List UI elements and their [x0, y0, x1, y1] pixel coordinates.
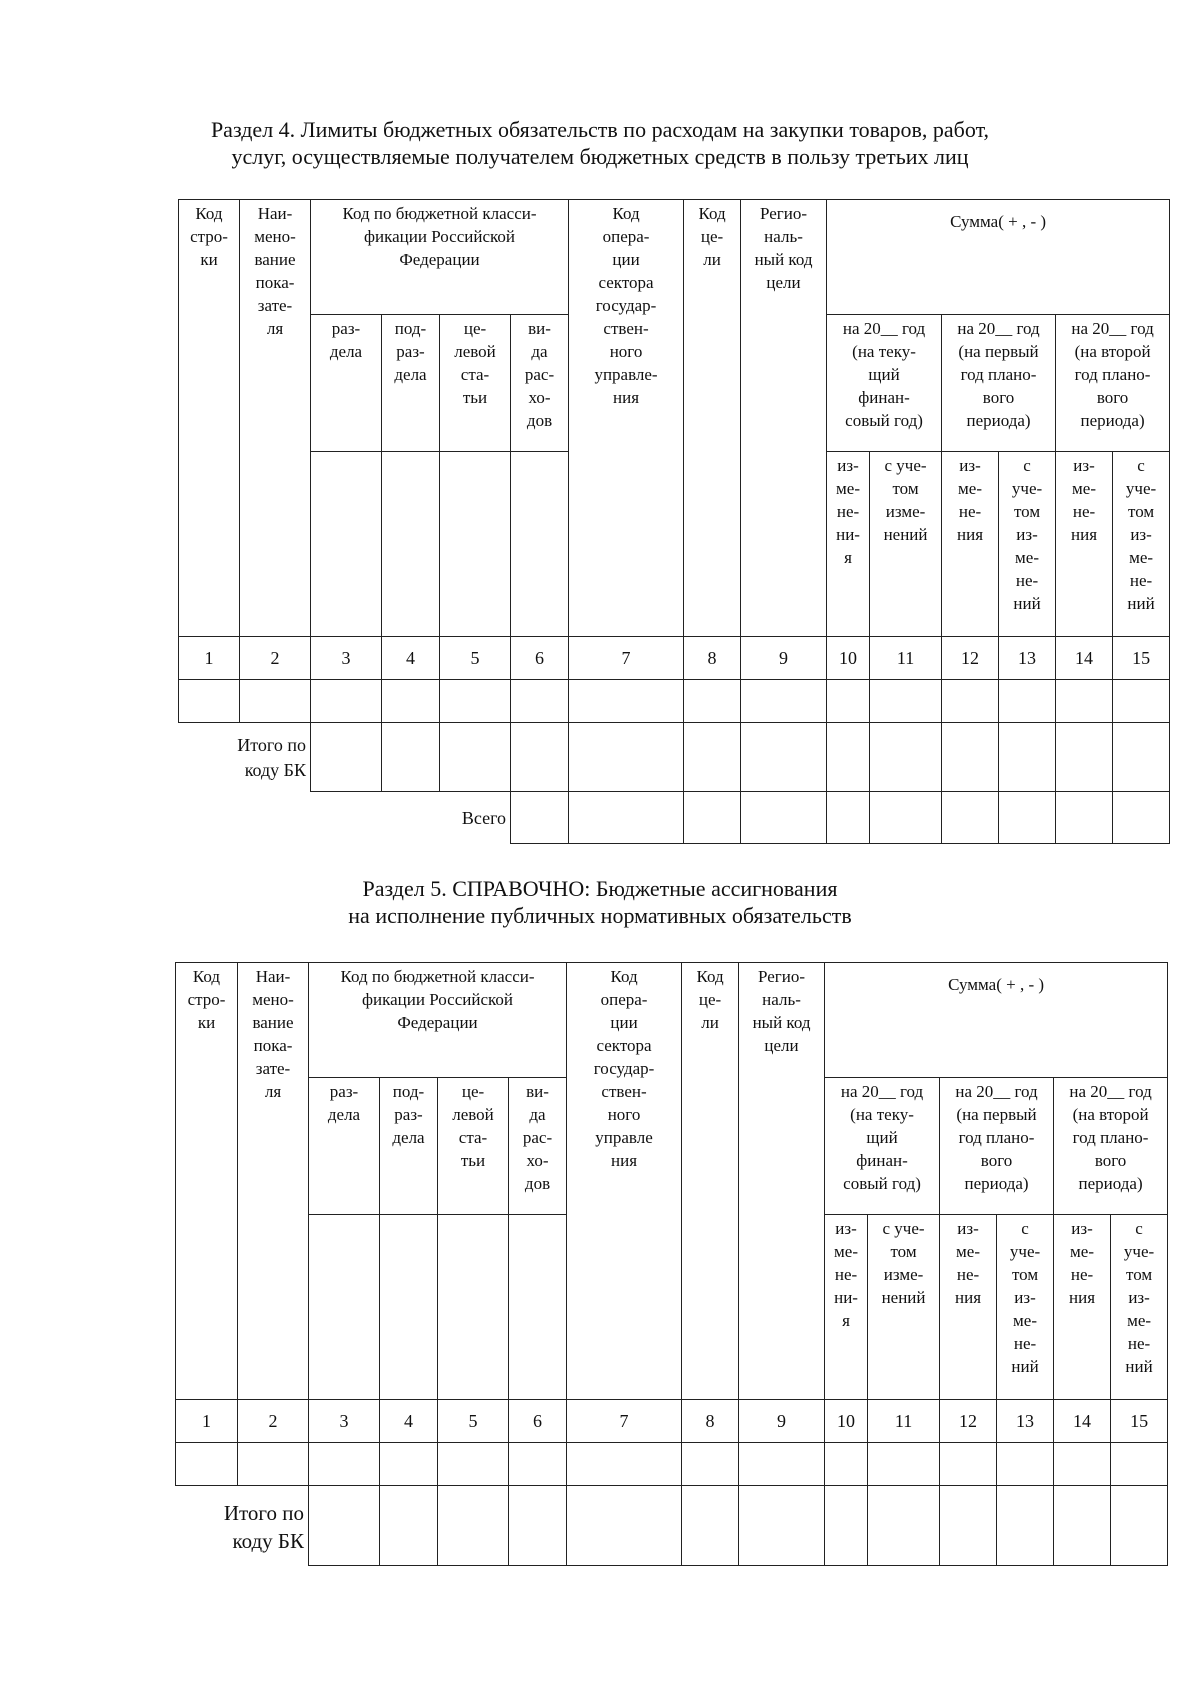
- col-number: 14: [1054, 1400, 1111, 1443]
- data-cell[interactable]: [1056, 723, 1113, 792]
- data-cell[interactable]: [999, 680, 1056, 723]
- itogo-row: [179, 723, 1170, 792]
- data-cell[interactable]: [509, 1486, 567, 1566]
- col-podrazdela: под- раз- дела: [382, 315, 440, 452]
- data-cell[interactable]: [997, 1486, 1054, 1566]
- section5-title-line2: на исполнение публичных нормативных обязательств: [348, 903, 852, 928]
- data-cell[interactable]: [684, 723, 741, 792]
- col-naimenovanie: Наи- мено- вание пока- зате- ля: [240, 200, 311, 637]
- data-cell[interactable]: [440, 723, 511, 792]
- data-cell[interactable]: [1113, 723, 1170, 792]
- data-cell[interactable]: [741, 680, 827, 723]
- data-cell[interactable]: [511, 792, 569, 844]
- col-number: 15: [1113, 637, 1170, 680]
- col-y3-uchet: с уче- том из- ме- не- ний: [1111, 1215, 1168, 1400]
- col-y1-uchet: с уче- том изме- нений: [870, 452, 942, 637]
- col-y1-izm: из- ме- не- ни- я: [827, 452, 870, 637]
- col-number: 6: [511, 637, 569, 680]
- col-number: 10: [825, 1400, 868, 1443]
- cell-empty: [438, 1215, 509, 1400]
- data-cell[interactable]: [438, 1443, 509, 1486]
- col-vida-rashodov: ви- да рас- хо- дов: [509, 1078, 567, 1215]
- col-y3-izm: из- ме- не- ния: [1056, 452, 1113, 637]
- col-summa: Сумма( + , - ): [827, 200, 1170, 315]
- data-cell[interactable]: [240, 680, 311, 723]
- data-cell[interactable]: [868, 1443, 940, 1486]
- section4-table: [178, 199, 1170, 844]
- data-cell[interactable]: [1111, 1486, 1168, 1566]
- data-cell[interactable]: [999, 792, 1056, 844]
- data-cell[interactable]: [1054, 1443, 1111, 1486]
- col-number: 14: [1056, 637, 1113, 680]
- section5-table: [175, 962, 1168, 1566]
- col-kod-celi: Код це- ли: [682, 963, 739, 1400]
- col-razdela: раз- дела: [311, 315, 382, 452]
- data-cell[interactable]: [827, 792, 870, 844]
- data-cell[interactable]: [682, 1443, 739, 1486]
- data-cell[interactable]: [870, 680, 942, 723]
- col-number: 6: [509, 1400, 567, 1443]
- col-number: 13: [997, 1400, 1054, 1443]
- cell-empty: [309, 1215, 380, 1400]
- col-number: 1: [176, 1400, 238, 1443]
- section5-title: [0, 875, 1200, 929]
- col-naimenovanie: Наи- мено- вание пока- зате- ля: [238, 963, 309, 1400]
- table-row: [176, 1443, 1168, 1486]
- data-cell[interactable]: [870, 792, 942, 844]
- col-kod-celi: Код це- ли: [684, 200, 741, 637]
- col-number: 11: [870, 637, 942, 680]
- data-cell[interactable]: [997, 1443, 1054, 1486]
- data-cell[interactable]: [179, 680, 240, 723]
- itogo-label: Итого по коду БК: [176, 1486, 309, 1566]
- data-cell[interactable]: [380, 1443, 438, 1486]
- cell-empty: [382, 452, 440, 637]
- data-cell[interactable]: [684, 680, 741, 723]
- data-cell[interactable]: [827, 723, 870, 792]
- data-cell[interactable]: [382, 680, 440, 723]
- col-number: 3: [311, 637, 382, 680]
- data-cell[interactable]: [567, 1486, 682, 1566]
- col-year3: на 20__ год (на второй год плано- вого периода): [1056, 315, 1170, 452]
- col-number: 11: [868, 1400, 940, 1443]
- col-celevoy-stati: це- левой ста- тьи: [440, 315, 511, 452]
- data-cell[interactable]: [684, 792, 741, 844]
- col-number: 5: [440, 637, 511, 680]
- column-number-row: [179, 637, 1170, 680]
- cell-empty: [311, 452, 382, 637]
- section4-title-line2: услуг, осуществляемые получателем бюджетных средств в пользу третьих лиц: [231, 144, 969, 169]
- vsego-label: Всего: [179, 792, 511, 844]
- col-podrazdela: под- раз- дела: [380, 1078, 438, 1215]
- data-cell[interactable]: [567, 1443, 682, 1486]
- col-number: 7: [567, 1400, 682, 1443]
- data-cell[interactable]: [238, 1443, 309, 1486]
- col-y2-uchet: с уче- том из- ме- не- ний: [997, 1215, 1054, 1400]
- col-y3-izm: из- ме- не- ния: [1054, 1215, 1111, 1400]
- col-kosgu: Код опера- ции сектора государ- ствен- ного управле ния: [567, 963, 682, 1400]
- vsego-row: [179, 792, 1170, 844]
- data-cell[interactable]: [942, 723, 999, 792]
- cell-empty: [509, 1215, 567, 1400]
- data-cell[interactable]: [1056, 792, 1113, 844]
- data-cell[interactable]: [1113, 792, 1170, 844]
- data-cell[interactable]: [569, 792, 684, 844]
- col-year1: на 20__ год (на теку- щий финан- совый год): [827, 315, 942, 452]
- col-year3: на 20__ год (на второй год плано- вого периода): [1054, 1078, 1168, 1215]
- itogo-row: [176, 1486, 1168, 1566]
- col-number: 4: [380, 1400, 438, 1443]
- col-y2-uchet: с уче- том из- ме- не- ний: [999, 452, 1056, 637]
- col-number: 3: [309, 1400, 380, 1443]
- data-cell[interactable]: [511, 680, 569, 723]
- col-year2: на 20__ год (на первый год плано- вого периода): [942, 315, 1056, 452]
- col-number: 2: [238, 1400, 309, 1443]
- data-cell[interactable]: [569, 680, 684, 723]
- data-cell[interactable]: [940, 1443, 997, 1486]
- data-cell[interactable]: [940, 1486, 997, 1566]
- col-number: 2: [240, 637, 311, 680]
- data-cell[interactable]: [870, 723, 942, 792]
- col-number: 10: [827, 637, 870, 680]
- col-number: 12: [940, 1400, 997, 1443]
- section4-title: [0, 116, 1200, 170]
- data-cell[interactable]: [942, 792, 999, 844]
- col-number: 8: [682, 1400, 739, 1443]
- col-razdela: раз- дела: [309, 1078, 380, 1215]
- col-kbk: Код по бюджетной класси- фикации Российской Федерации: [309, 963, 567, 1078]
- data-cell[interactable]: [509, 1443, 567, 1486]
- col-y1-uchet: с уче- том изме- нений: [868, 1215, 940, 1400]
- data-cell[interactable]: [309, 1486, 380, 1566]
- data-cell[interactable]: [942, 680, 999, 723]
- col-year1: на 20__ год (на теку- щий финан- совый год): [825, 1078, 940, 1215]
- col-y2-izm: из- ме- не- ния: [942, 452, 999, 637]
- col-number: 8: [684, 637, 741, 680]
- data-cell[interactable]: [1054, 1486, 1111, 1566]
- col-kosgu: Код опера- ции сектора государ- ствен- ного управле- ния: [569, 200, 684, 637]
- col-number: 1: [179, 637, 240, 680]
- col-number: 9: [739, 1400, 825, 1443]
- col-number: 15: [1111, 1400, 1168, 1443]
- data-cell[interactable]: [999, 723, 1056, 792]
- data-cell[interactable]: [741, 723, 827, 792]
- data-cell[interactable]: [176, 1443, 238, 1486]
- col-y2-izm: из- ме- не- ния: [940, 1215, 997, 1400]
- data-cell[interactable]: [1111, 1443, 1168, 1486]
- data-cell[interactable]: [438, 1486, 509, 1566]
- data-cell[interactable]: [511, 723, 569, 792]
- data-cell[interactable]: [739, 1486, 825, 1566]
- data-cell[interactable]: [741, 792, 827, 844]
- col-year2: на 20__ год (на первый год плано- вого периода): [940, 1078, 1054, 1215]
- data-cell[interactable]: [440, 680, 511, 723]
- col-number: 7: [569, 637, 684, 680]
- itogo-label: Итого по коду БК: [179, 723, 311, 792]
- col-vida-rashodov: ви- да рас- хо- дов: [511, 315, 569, 452]
- section4-title-line1: Раздел 4. Лимиты бюджетных обязательств по расходам на закупки товаров, работ,: [210, 117, 990, 142]
- col-kbk: Код по бюджетной класси- фикации Российской Федерации: [311, 200, 569, 315]
- col-reg-kod-celi: Регио- наль- ный код цели: [741, 200, 827, 637]
- data-cell[interactable]: [309, 1443, 380, 1486]
- table-row: [179, 680, 1170, 723]
- data-cell[interactable]: [825, 1486, 868, 1566]
- data-cell[interactable]: [868, 1486, 940, 1566]
- col-number: 9: [741, 637, 827, 680]
- data-cell[interactable]: [739, 1443, 825, 1486]
- col-celevoy-stati: це- левой ста- тьи: [438, 1078, 509, 1215]
- col-kod-stroki: Код стро- ки: [176, 963, 238, 1400]
- section5-title-line1: Раздел 5. СПРАВОЧНО: Бюджетные ассигнования: [362, 876, 838, 901]
- data-cell[interactable]: [1113, 680, 1170, 723]
- col-number: 5: [438, 1400, 509, 1443]
- col-reg-kod-celi: Регио- наль- ный код цели: [739, 963, 825, 1400]
- data-cell[interactable]: [311, 723, 382, 792]
- col-y3-uchet: с уче- том из- ме- не- ний: [1113, 452, 1170, 637]
- col-summa: Сумма( + , - ): [825, 963, 1168, 1078]
- col-y1-izm: из- ме- не- ни- я: [825, 1215, 868, 1400]
- col-kod-stroki: Код стро- ки: [179, 200, 240, 637]
- data-cell[interactable]: [827, 680, 870, 723]
- data-cell[interactable]: [380, 1486, 438, 1566]
- data-cell[interactable]: [382, 723, 440, 792]
- data-cell[interactable]: [1056, 680, 1113, 723]
- data-cell[interactable]: [569, 723, 684, 792]
- data-cell[interactable]: [825, 1443, 868, 1486]
- cell-empty: [440, 452, 511, 637]
- col-number: 12: [942, 637, 999, 680]
- col-number: 13: [999, 637, 1056, 680]
- data-cell[interactable]: [682, 1486, 739, 1566]
- data-cell[interactable]: [311, 680, 382, 723]
- column-number-row: [176, 1400, 1168, 1443]
- cell-empty: [380, 1215, 438, 1400]
- col-number: 4: [382, 637, 440, 680]
- cell-empty: [511, 452, 569, 637]
